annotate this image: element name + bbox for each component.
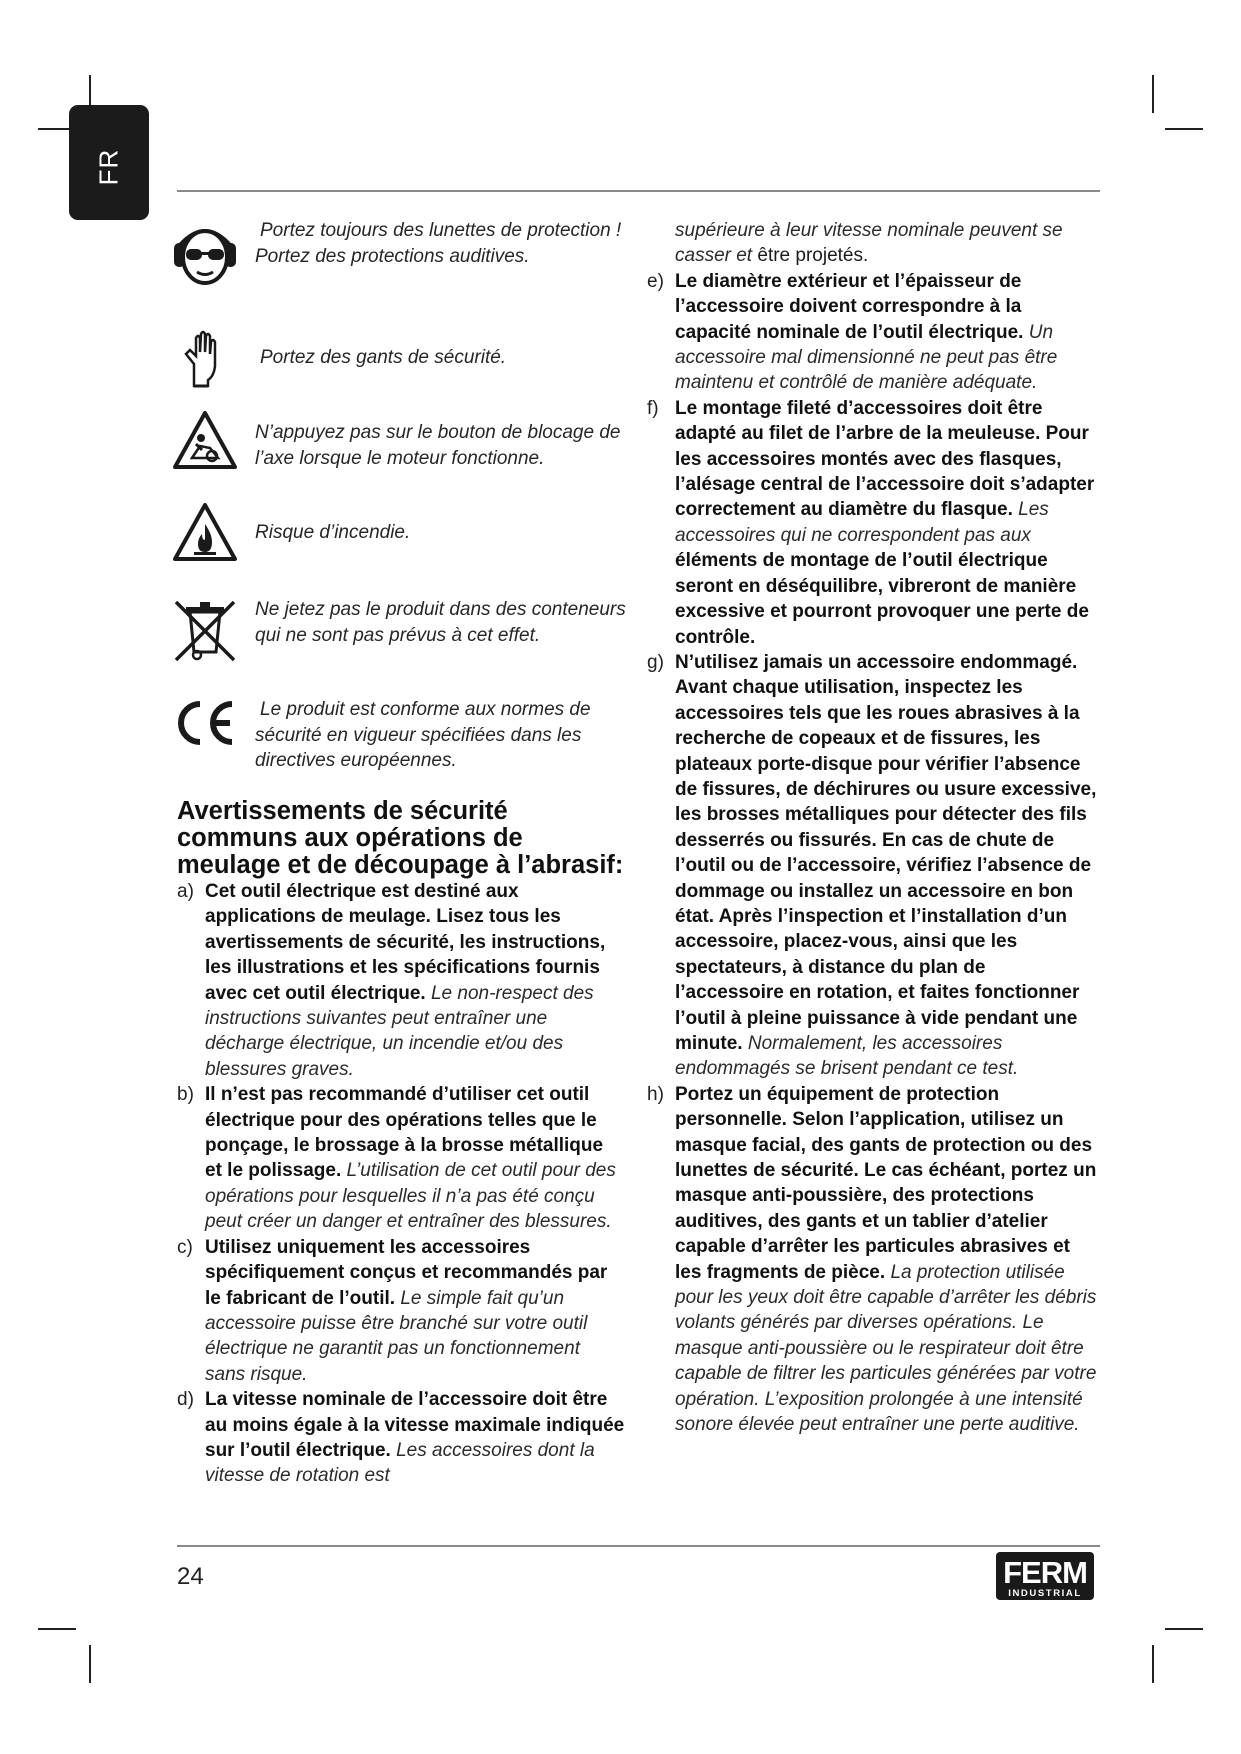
- goggles-earmuffs-icon: [172, 225, 238, 285]
- left-column: [177, 798, 625, 1489]
- item-bold-text: La vitesse nominale de l’accessoire doit être au moins égale à la vitesse maximale indiquée sur l’outil électrique.: [205, 1389, 625, 1461]
- continuation-normal: être projetés.: [752, 245, 869, 267]
- item-label: h): [647, 1083, 664, 1105]
- crop-mark: [38, 1628, 76, 1630]
- item-italic-text: Le simple fait qu’un accessoire puisse être branché sur votre outil électrique ne garantit pas un fonctionnement sans risque.: [205, 1287, 588, 1385]
- symbol-text-line: Ne jetez pas le produit dans des conteneurs qui ne sont pas prévus à cet effet.: [255, 599, 626, 646]
- symbol-text-spindle: [255, 420, 635, 471]
- item-label: a): [177, 881, 194, 902]
- item-italic-text: Un accessoire mal dimensionné ne peut pas être maintenu et contrôlé de manière adéquate.: [675, 321, 1058, 394]
- item-bold-text: Le montage fileté d’accessoires doit être adapté au filet de l’arbre de la meuleuse. Pour les accessoires montés avec des flasques, l’alésage central de l’accessoire doit s’adapter correctement au diamètre du flasque.: [675, 397, 1095, 521]
- item-italic-text: Le non-respect des instructions suivantes peut entraîner une décharge électrique, un incendie et/ou des blessures graves.: [205, 982, 594, 1080]
- item-label: c): [177, 1236, 193, 1258]
- language-tab-label: FR: [93, 148, 124, 186]
- item-label: b): [177, 1084, 194, 1106]
- item-label: f): [647, 397, 659, 419]
- item-bold-text: N’utilisez jamais un accessoire endommagé. Avant chaque utilisation, inspectez les accessoires tels que les roues abrasives à la recherche de copeaux et de fissures, les plateaux porte-disque pour vérifier l’absence de fissures, de déchirures ou usure excessive, les brosses métalliques pour détecter des fils desserrés ou fissurés. En cas de chute de l’outil ou de l’accessoire, vérifiez l’absence de dommage ou installez un accessoire en bon état. Après l’inspection et l’installation d’un accessoire, placez-vous, ainsi que les spectateurs, à distance du plan de l’accessoire en rotation, et faites fonctionner l’outil à pleine puissance à vide pendant une minute.: [675, 651, 1097, 1054]
- warning-item-g: [647, 650, 1099, 1082]
- symbol-text-line: Risque d’incendie.: [255, 522, 411, 543]
- logo-subtitle: INDUSTRIAL: [1008, 1588, 1082, 1599]
- item-bold-text: Le diamètre extérieur et l’épaisseur de l’accessoire doivent correspondre à la capacité nominale de l’outil électrique.: [675, 270, 1024, 343]
- symbol-text-eye-ear: [255, 218, 635, 269]
- symbol-text-fire: [255, 520, 635, 546]
- item-label: e): [647, 270, 664, 292]
- symbol-text-line: Portez des protections auditives.: [255, 245, 530, 267]
- spindle-lock-warning-icon: [172, 410, 238, 470]
- symbol-text-gloves: [255, 345, 640, 371]
- crop-mark: [1165, 1628, 1203, 1630]
- page-number: 24: [177, 1563, 204, 1590]
- fire-warning-icon: [172, 502, 238, 562]
- item-italic-text: Les accessoires dont la vitesse de rotation est: [205, 1439, 595, 1487]
- crossed-bin-icon: [172, 598, 238, 662]
- item-italic-text: L’utilisation de cet outil pour des opérations pour lesquelles il n’a pas été conçu peut créer un danger et entraîner des blessures.: [205, 1160, 616, 1233]
- warning-item-b: [177, 1082, 625, 1234]
- crop-mark: [1152, 75, 1154, 113]
- ferm-logo: [996, 1552, 1094, 1605]
- footer-rule: [177, 1545, 1100, 1547]
- right-column: [647, 218, 1099, 1438]
- warning-item-e: [647, 269, 1099, 396]
- symbol-text-line: Le produit est conforme aux normes de sécurité en vigueur spécifiées dans les directives européennes.: [255, 699, 591, 771]
- language-tab: [69, 105, 149, 220]
- item-label: g): [647, 651, 664, 673]
- symbol-text-bin: [255, 597, 635, 648]
- logo-name: FERM: [1003, 1555, 1087, 1590]
- continuation-italic: supérieure à leur vitesse nominale peuvent se casser et: [675, 220, 1063, 267]
- symbol-text-ce: [255, 697, 635, 774]
- item-bold-text-2: éléments de montage de l’outil électrique seront en déséquilibre, vibreront de manière excessive et pourront provoquer une perte de contrôle.: [675, 550, 1089, 648]
- item-bold-text: Cet outil électrique est destiné aux applications de meulage. Lisez tous les avertissements de sécurité, les instructions, les illustrations et les spécifications fournis avec cet outil électrique.: [205, 881, 606, 1004]
- warning-item-f: [647, 396, 1099, 650]
- warning-item-a: [177, 879, 625, 1082]
- item-bold-text: Il n’est pas recommandé d’utiliser cet outil électrique pour des opérations telles que le ponçage, le brossage à la brosse métallique et le polissage.: [205, 1084, 604, 1182]
- header-rule: [177, 190, 1100, 192]
- warning-item-h: [647, 1082, 1099, 1438]
- crop-mark: [89, 1645, 91, 1683]
- ce-mark-icon: [172, 698, 238, 748]
- symbol-text-line: Portez des gants de sécurité.: [260, 347, 507, 368]
- continuation-text: [647, 218, 1099, 269]
- gloves-icon: [172, 330, 238, 390]
- warning-item-c: [177, 1235, 625, 1387]
- item-label: d): [177, 1389, 194, 1411]
- item-bold-text: Utilisez uniquement les accessoires spécifiquement conçus et recommandés par le fabricant de l’outil.: [205, 1236, 608, 1309]
- crop-mark: [1165, 128, 1203, 130]
- symbol-text-line: Portez toujours des lunettes de protection !: [260, 220, 622, 241]
- item-bold-text: Portez un équipement de protection personnelle. Selon l’application, utilisez un masque facial, des gants de protection ou des lunettes de sécurité. Le cas échéant, portez un masque anti-poussière, des protections auditives, des gants et un tablier d’atelier capable d’arrêter les particules abrasives et les fragments de pièce.: [675, 1083, 1097, 1283]
- item-italic-text: Les accessoires qui ne correspondent pas aux: [675, 499, 1049, 546]
- section-heading: Avertissements de sécurité communs aux opérations de meulage et de découpage à l’abrasif:: [177, 797, 624, 879]
- warning-item-d: [177, 1387, 625, 1489]
- symbol-text-line: N’appuyez pas sur le bouton de blocage de l’axe lorsque le moteur fonctionne.: [255, 422, 621, 469]
- item-italic-text: Normalement, les accessoires endommagés se brisent pendant ce test.: [675, 1033, 1019, 1080]
- crop-mark: [1152, 1645, 1154, 1683]
- item-italic-text: La protection utilisée pour les yeux doit être capable d’arrêter les débris volants générés par diverses opérations. Le masque anti-poussière ou le respirateur doit être capable de filtrer les particules générées par votre opération. L’exposition prolongée à une intensité sonore élevée peut entraîner une perte auditive.: [675, 1261, 1097, 1436]
